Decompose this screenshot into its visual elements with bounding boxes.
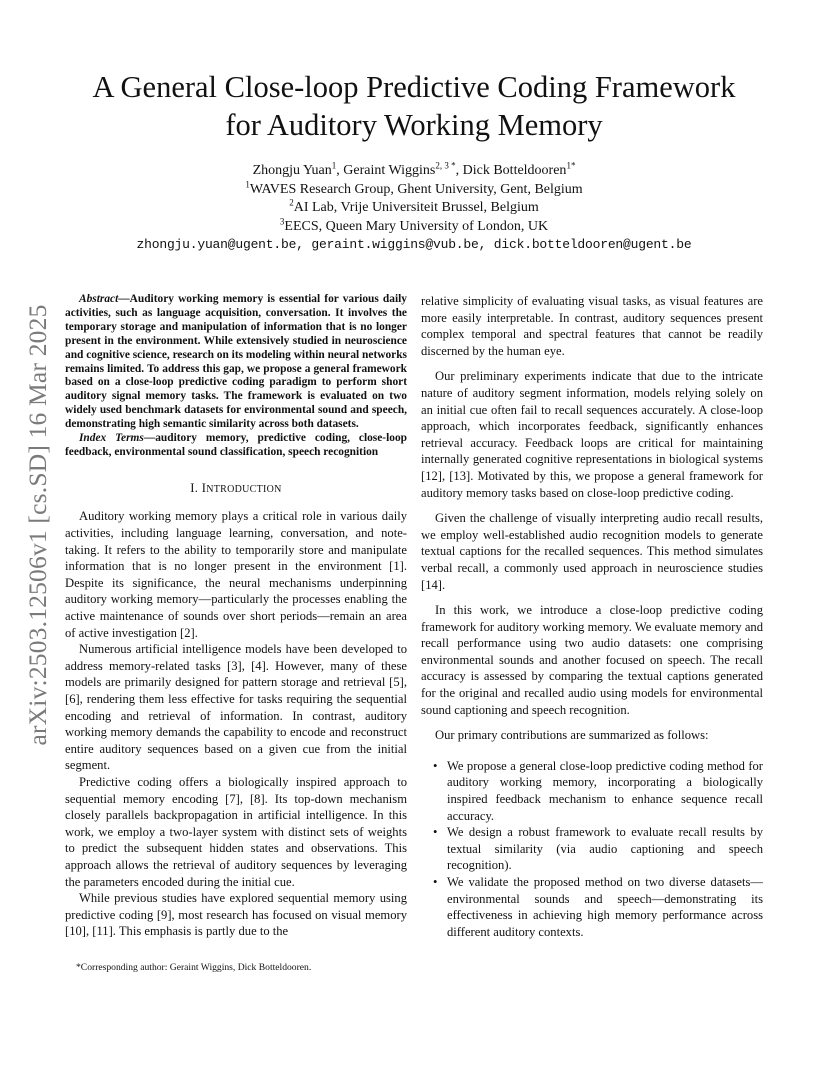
affiliation-3: $^3$EECS, Queen Mary University of London, UK: [279, 215, 549, 234]
footnote: *Corresponding author: Geraint Wiggins, Dick Botteldooren.: [76, 962, 312, 973]
body-paragraph: Our preliminary experiments indicate that due to the intricate nature of auditory segment information, models relying solely on an initial cue often fail to recall sequences accurately. A close-loop approach, which incorporates feedback, significantly enhances retrieval accuracy. Feedback loops are critical for maintaining internally generated cognitive representations in biological systems [12], [13]. Motivated by this, we propose a general framework for auditory memory tasks based on close-loop predictive coding.: [421, 369, 763, 500]
author-emails: zhongju.yuan@ugent.be, geraint.wiggins@vub.be, dick.botteldooren@ugent.be: [136, 237, 692, 252]
body-paragraph: In this work, we introduce a close-loop predictive coding framework for auditory working memory. We evaluate memory and recall performance using two audio datasets: one comprising environmental sounds and another focused on speech. The recall accuracy is assessed by comparing the textual captions generated for the original and recalled audio using models for environmental sound captioning and speech recognition.: [421, 603, 763, 717]
body-paragraph: Auditory working memory plays a critical role in various daily activities, including language learning, conversation, and note-taking. It refers to the ability to temporarily store and manipulate information that is no longer present in the environment [1]. Despite its significance, the neural mechanisms underpinning auditory working memory—particularly the processes enabling the active maintenance of sounds over short periods—remain an area of active investigation [2].: [65, 509, 407, 640]
affiliation-marker: 1: [331, 160, 337, 171]
body-paragraph: Numerous artificial intelligence models have been developed to address memory-related tasks [3], [4]. However, many of these models are primarily designed for pattern storage and retrieval [5], [6], rendering them less effective for tasks requiring the sequential encoding and retrieval of information. In contrast, auditory working memory demands the capability to encode and reconstruct entire auditory sequences based on a given cue from the initial segment.: [65, 642, 407, 773]
arxiv-identifier: [18, 290, 58, 760]
affiliation-marker: 2, 3 *: [435, 160, 456, 171]
index-terms: Index Terms—auditory memory, predictive coding, close-loop feedback, environmental sound classification, speech recognition: [65, 432, 407, 458]
body-paragraph: Predictive coding offers a biologically inspired approach to sequential memory encoding [7], [8]. Its top-down mechanism closely parallels backpropagation in artificial intelligence. In this work, we employ a two-layer system with distinct sets of weights to predict the subsequent hidden states and observations. This approach allows the retrieval of auditory sequences by leveraging the parameters encoded during the initial cue.: [65, 774, 407, 889]
list-item: • We validate the proposed method on two diverse datasets—environmental sounds and speech—demonstrating its effectiveness in achieving high memory performance across different auditory contexts.: [433, 875, 763, 939]
author-names: Zhongju Yuan$^1$, Geraint Wiggins$^{2, 3 *}$, Dick Botteldooren$^{1*}$: [252, 160, 576, 178]
body-paragraph: Given the challenge of visually interpreting audio recall results, we employ well-established audio recognition models to generate textual captions for the recalled sequences. This method simulates verbal recall, a commonly used approach in neuroscience studies [14].: [421, 511, 763, 592]
contributions-list: [421, 758, 763, 941]
index-terms-label: Index Terms: [79, 432, 144, 445]
list-item: • We design a robust framework to evaluate recall results by textual similarity (via audio captioning and speech recognition).: [433, 825, 763, 873]
arxiv-identifier-text: arXiv:2503.12506v1 [cs.SD] 16 Mar 2025: [23, 304, 52, 746]
bullet-icon: •: [433, 825, 438, 840]
body-paragraph: Our primary contributions are summarized as follows:: [435, 728, 709, 743]
author-name: Geraint Wiggins: [343, 163, 436, 178]
affiliation-marker: 1*: [566, 160, 576, 171]
author-name: Dick Botteldooren: [462, 163, 567, 178]
bullet-icon: •: [433, 758, 438, 773]
abstract: Abstract—Auditory working memory is essential for various daily activities, such as language acquisition, conversation. It involves the temporary storage and manipulation of information that is no longer present in the environment. While extensively studied in neuroscience and cognitive science, research on its modeling within neural networks remains limited. To address this gap, we propose a general framework based on a close-loop predictive coding paradigm to perform short auditory signal memory tasks. The framework is evaluated on two widely used benchmark datasets for environmental sound and speech, demonstrating high semantic similarity across both datasets.: [65, 293, 407, 431]
paper-title-line-2: for Auditory Working Memory: [225, 108, 603, 142]
affiliation-2: $^2$AI Lab, Vrije Universiteit Brussel, Belgium: [289, 197, 539, 215]
body-paragraph: relative simplicity of evaluating visual tasks, as visual features are more easily interpretable. In contrast, auditory sequences present complex temporal and spectral features that cannot be readily discerned by the human eye.: [421, 294, 763, 358]
paper-title-line-1: A General Close-loop Predictive Coding Framework: [92, 70, 736, 104]
author-name: Zhongju Yuan: [252, 163, 332, 178]
left-column: [65, 293, 407, 940]
abstract-label: Abstract: [79, 293, 119, 305]
right-column: [421, 293, 763, 940]
paper-title: [40, 68, 788, 144]
index-terms-text: auditory memory, predictive coding, close-loop feedback, environmental sound classification, speech recognition: [65, 432, 407, 458]
list-item: • We propose a general close-loop predictive coding method for auditory working memory, incorporating a biologically inspired feedback mechanism to enhance sequence recall accuracy.: [433, 758, 763, 823]
section-heading-introduction: I. INTRODUCTION: [190, 480, 282, 495]
body-paragraph: While previous studies have explored sequential memory using predictive coding [9], most research has focused on visual memory [10], [11]. This emphasis is partly due to the: [65, 891, 407, 939]
bullet-icon: •: [433, 875, 438, 889]
abstract-text: Auditory working memory is essential for various daily activities, such as language acquisition, conversation. It involves the temporary storage and manipulation of information that is no longer present in the environment. While extensively studied in neuroscience and cognitive science, research on its modeling within neural networks remains limited. To address this gap, we propose a general framework based on a close-loop predictive coding paradigm to perform short auditory signal memory tasks. The framework is evaluated on two widely used benchmark datasets for environmental sound and speech, demonstrating high semantic similarity across both datasets.: [65, 293, 407, 431]
author-block: [40, 162, 788, 255]
affiliation-1: $^1$WAVES Research Group, Ghent University, Gent, Belgium: [245, 178, 583, 197]
